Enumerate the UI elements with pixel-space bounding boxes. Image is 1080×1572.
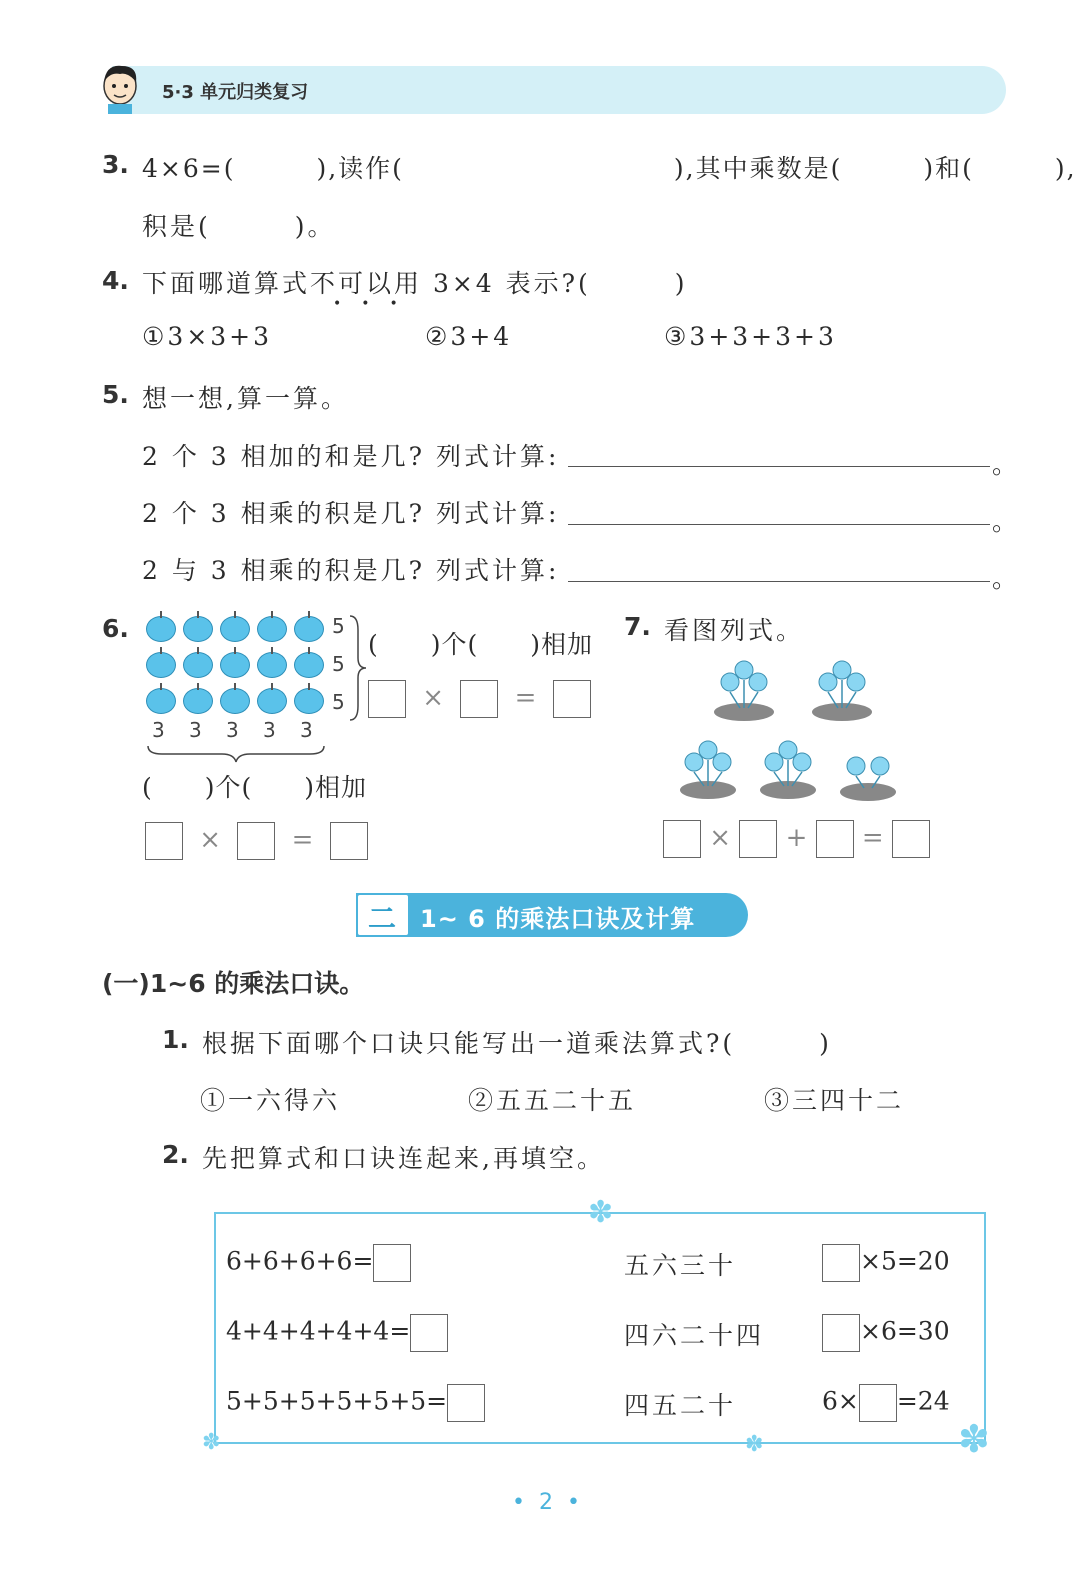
section-title: 1~ 6 的乘法口诀及计算 <box>420 905 696 933</box>
equals-sign: = <box>291 825 314 855</box>
answer-box[interactable] <box>368 680 406 718</box>
answer-line-1[interactable] <box>568 466 990 467</box>
q6-bottom-text: ( )个( )相加 <box>142 773 368 802</box>
snowflake-icon: ✽ <box>588 1195 614 1230</box>
flower-pot-icon <box>840 757 896 801</box>
col-count-2: 3 <box>189 718 202 742</box>
apple-icon <box>220 688 250 714</box>
boy-mascot-icon <box>98 60 144 116</box>
q5-end-2: 。 <box>992 507 1021 536</box>
flower-pot-icon <box>714 661 774 721</box>
apple-icon <box>220 652 250 678</box>
plus-sign: + <box>785 823 808 853</box>
q5-end-1: 。 <box>992 450 1021 479</box>
p1q1-text: 根据下面哪个口诀只能写出一道乘法算式?( ) <box>202 1029 832 1058</box>
p1q1-number: 1. <box>162 1025 189 1054</box>
apple-icon <box>183 652 213 678</box>
q6-right-equation <box>368 678 591 718</box>
times-sign: × <box>709 823 732 853</box>
emphasis-dots: ••• <box>333 296 418 312</box>
match-middle-3: 四五二十 <box>624 1391 737 1420</box>
q3-line1: 4×6=( ),读作( ),其中乘数是( )和( ), <box>142 154 1077 183</box>
col-count-5: 3 <box>300 718 313 742</box>
flower-pot-icon <box>760 741 816 799</box>
section-number: 二 <box>368 902 397 935</box>
q4-option-1: ①3×3+3 <box>142 322 273 351</box>
answer-box[interactable] <box>145 822 183 860</box>
flower-pot-icon <box>812 661 872 721</box>
q5-end-3: 。 <box>992 564 1021 593</box>
apple-icon <box>294 616 324 642</box>
q6-right-text: ( )个( )相加 <box>368 630 594 659</box>
snowflake-icon: ✽ <box>958 1417 990 1461</box>
answer-box[interactable] <box>822 1314 860 1352</box>
row-count-3: 5 <box>332 690 345 714</box>
answer-box[interactable] <box>447 1384 485 1422</box>
row-count-2: 5 <box>332 652 345 676</box>
apple-icon <box>183 688 213 714</box>
bottom-brace-icon <box>146 744 326 764</box>
q4-number: 4. <box>102 266 129 295</box>
equals-sign: = <box>861 823 884 853</box>
q5-row-3: 2 与 3 相乘的积是几? 列式计算: <box>142 556 560 585</box>
answer-box[interactable] <box>553 680 591 718</box>
apple-grid <box>146 612 336 722</box>
q6-number: 6. <box>102 614 129 643</box>
flower-pots-illustration <box>670 652 910 804</box>
col-count-3: 3 <box>226 718 239 742</box>
p1q2-number: 2. <box>162 1140 189 1169</box>
apple-icon <box>257 616 287 642</box>
p1q1-option-3: ③三四十二 <box>764 1086 905 1115</box>
p1q2-text: 先把算式和口诀连起来,再填空。 <box>202 1144 605 1173</box>
match-left-1: 6+6+6+6= <box>226 1244 411 1282</box>
answer-box[interactable] <box>859 1384 897 1422</box>
answer-line-2[interactable] <box>568 524 990 525</box>
answer-box[interactable] <box>330 822 368 860</box>
p1q1-option-1: ①一六得六 <box>200 1086 341 1115</box>
col-count-1: 3 <box>152 718 165 742</box>
q5-row-1: 2 个 3 相加的和是几? 列式计算: <box>142 442 560 471</box>
snowflake-icon: ✽ <box>202 1430 221 1455</box>
match-left-2: 4+4+4+4+4= <box>226 1314 448 1352</box>
q3-number: 3. <box>102 150 129 179</box>
q5-row-2: 2 个 3 相乘的积是几? 列式计算: <box>142 499 560 528</box>
p1q1-option-2: ②五五二十五 <box>468 1086 637 1115</box>
page-number: • 2 • <box>512 1490 580 1515</box>
q7-number: 7. <box>624 612 651 641</box>
apple-icon <box>183 616 213 642</box>
q6-bottom-equation <box>145 820 368 860</box>
match-left-3: 5+5+5+5+5+5= <box>226 1384 485 1422</box>
q4-option-3: ③3+3+3+3 <box>664 322 837 351</box>
apple-icon <box>294 652 324 678</box>
q3-line2: 积是( )。 <box>142 212 336 241</box>
apple-icon <box>257 652 287 678</box>
snowflake-icon: ✽ <box>745 1432 764 1457</box>
q4-option-2: ②3+4 <box>425 322 513 351</box>
apple-icon <box>294 688 324 714</box>
match-middle-1: 五六三十 <box>624 1251 737 1280</box>
q5-number: 5. <box>102 380 129 409</box>
match-right-3: 6× =24 <box>822 1384 950 1422</box>
col-count-4: 3 <box>263 718 276 742</box>
match-right-1: ×5=20 <box>822 1244 950 1282</box>
apple-icon <box>146 688 176 714</box>
answer-box[interactable] <box>816 820 854 858</box>
part-title: (一)1~6 的乘法口诀。 <box>102 969 365 998</box>
answer-line-3[interactable] <box>568 581 990 582</box>
q7-title: 看图列式。 <box>664 616 805 645</box>
times-sign: × <box>422 683 445 713</box>
row-count-1: 5 <box>332 614 345 638</box>
answer-box[interactable] <box>892 820 930 858</box>
answer-box[interactable] <box>373 1244 411 1282</box>
times-sign: × <box>199 825 222 855</box>
apple-icon <box>146 616 176 642</box>
apple-icon <box>220 616 250 642</box>
answer-box[interactable] <box>237 822 275 860</box>
answer-box[interactable] <box>460 680 498 718</box>
match-right-2: ×6=30 <box>822 1314 950 1352</box>
equals-sign: = <box>514 683 537 713</box>
q4-text: 下面哪道算式不可以用 3×4 表示?( ) <box>142 269 688 298</box>
answer-box[interactable] <box>410 1314 448 1352</box>
answer-box[interactable] <box>663 820 701 858</box>
match-middle-2: 四六二十四 <box>624 1321 765 1350</box>
answer-box[interactable] <box>822 1244 860 1282</box>
q5-title: 想一想,算一算。 <box>142 384 349 413</box>
apple-icon <box>257 688 287 714</box>
header-title: 5·3 单元归类复习 <box>162 82 309 103</box>
right-brace-icon <box>348 614 368 722</box>
apple-icon <box>146 652 176 678</box>
q7-equation <box>663 818 930 858</box>
flower-pot-icon <box>680 741 736 799</box>
answer-box[interactable] <box>739 820 777 858</box>
